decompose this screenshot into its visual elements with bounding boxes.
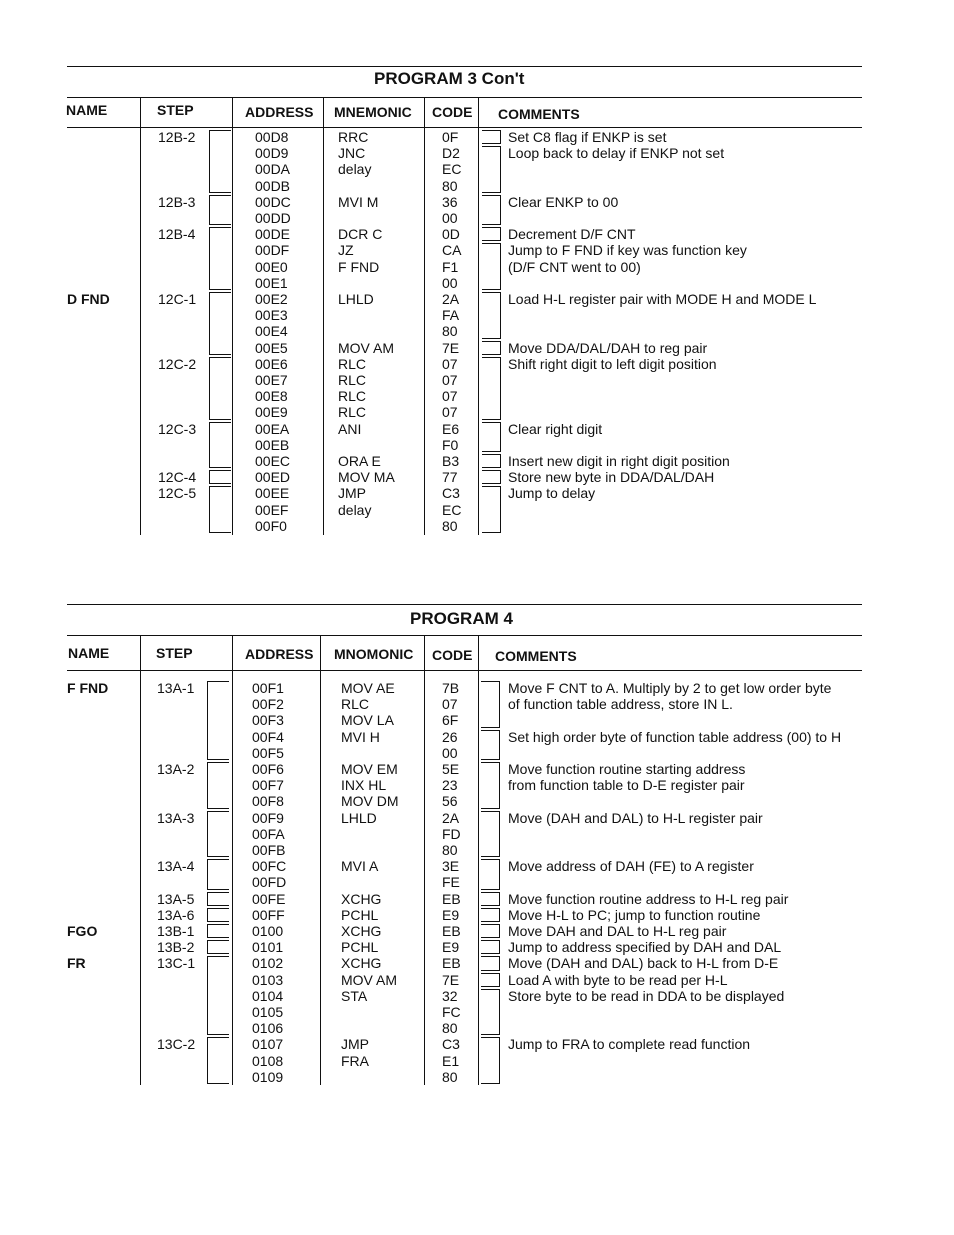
cell-mnemonic: JNC (338, 145, 366, 162)
cell-address: 00DE (255, 226, 291, 243)
cell-code: B3 (442, 453, 460, 469)
cell-code: 7E (442, 339, 460, 356)
cell-address: 00F4 (252, 728, 284, 745)
column-divider (424, 635, 425, 1085)
cell-mnemonic: MVI H (341, 728, 380, 745)
cell-mnemonic: RLC (338, 372, 367, 388)
cell-mnemonic: LHLD (341, 809, 377, 826)
cell-mnemonic: PCHL (341, 939, 379, 956)
cell-code: E6 (442, 420, 460, 437)
cell-comment: Load H-L register pair with MODE H and MODE L (508, 291, 817, 307)
comment-bracket (481, 989, 500, 1036)
cell-code: CA (442, 242, 462, 259)
step-bracket (207, 924, 229, 938)
cell-step: 13A-1 (157, 680, 195, 696)
cell-comment: Load A with byte to be read per H-L (508, 971, 728, 988)
cell-code: C3 (442, 1036, 460, 1053)
header-bottom-rule (67, 127, 862, 128)
cell-comment: from function table to D-E register pair (508, 777, 745, 794)
cell-step: 12C-5 (158, 485, 197, 502)
cell-comment: Move (DAH and DAL) back to H-L from D-E (508, 955, 779, 972)
step-bracket (207, 956, 229, 1035)
table-title: PROGRAM 3 Con't (374, 69, 525, 88)
cell-mnemonic: FRA (341, 1052, 369, 1069)
cell-address: 00F2 (252, 696, 284, 713)
step-bracket (207, 681, 229, 760)
cell-address: 00FC (252, 858, 287, 875)
cell-comment: (D/F CNT went to 00) (508, 258, 641, 275)
comment-bracket (482, 422, 501, 452)
cell-address: 00EE (255, 485, 290, 502)
header-comments: COMMENTS (495, 648, 577, 664)
cell-address: 0107 (252, 1036, 284, 1053)
cell-address: 00ED (255, 469, 291, 486)
cell-code: 3E (442, 858, 460, 875)
cell-address: 00FF (252, 906, 285, 923)
cell-comment: Move DAH and DAL to H-L reg pair (508, 923, 727, 939)
cell-address: 00EF (255, 501, 289, 518)
cell-code: 07 (442, 404, 458, 421)
table-title: PROGRAM 4 (410, 609, 513, 628)
cell-mnemonic: MVI M (338, 193, 379, 210)
cell-code: 7E (442, 971, 460, 988)
cell-code: 6F (442, 712, 459, 729)
cell-address: 00FB (252, 842, 286, 858)
cell-comment: Move (DAH and DAL) to H-L register pair (508, 809, 763, 826)
cell-code: 56 (442, 793, 458, 810)
cell-mnemonic: STA (341, 987, 368, 1004)
cell-address: 00F3 (252, 712, 284, 729)
cell-comment: Jump to F FND if key was function key (508, 242, 747, 259)
cell-address: 0102 (252, 955, 284, 972)
cell-step: 13A-2 (157, 761, 195, 777)
header-name: NAME (66, 102, 108, 118)
step-bracket (207, 1037, 229, 1084)
cell-comment: Move function routine starting address (508, 761, 746, 777)
cell-address: 00DF (255, 242, 290, 259)
column-divider (232, 635, 233, 1085)
cell-step: 12B-2 (158, 129, 196, 145)
header-bottom-rule (67, 670, 862, 671)
column-divider (320, 635, 321, 1085)
cell-step: 12C-2 (158, 355, 197, 372)
cell-code: 5E (442, 761, 460, 777)
cell-mnemonic: MOV AM (338, 339, 395, 356)
step-bracket (209, 130, 231, 193)
cell-name: F FND (67, 680, 109, 696)
step-bracket (207, 762, 229, 809)
cell-address: 00E6 (255, 355, 288, 372)
cell-comment: Decrement D/F CNT (508, 226, 636, 243)
cell-mnemonic: JZ (338, 242, 354, 259)
cell-comment: Shift right digit to left digit position (508, 355, 717, 372)
cell-name: D FND (67, 291, 110, 307)
step-bracket (209, 357, 231, 420)
comment-bracket (481, 973, 500, 987)
cell-step: 13A-4 (157, 858, 195, 875)
cell-code: EB (442, 923, 461, 939)
cell-address: 00F7 (252, 777, 284, 794)
cell-comment: Move address of DAH (FE) to A register (508, 858, 754, 875)
cell-mnemonic: RRC (338, 129, 369, 145)
cell-address: 00F9 (252, 809, 284, 826)
column-divider (140, 97, 141, 535)
cell-step: 13C-1 (157, 955, 196, 972)
header-step: STEP (157, 102, 194, 118)
cell-code: 80 (442, 1020, 458, 1037)
cell-code: 2A (442, 809, 460, 826)
cell-address: 0100 (252, 923, 284, 939)
cell-step: 13B-2 (157, 939, 195, 956)
cell-address: 00E7 (255, 372, 288, 388)
cell-step: 12C-1 (158, 291, 197, 307)
cell-code: 00 (442, 210, 458, 226)
cell-mnemonic: delay (338, 161, 372, 178)
cell-address: 00F6 (252, 761, 284, 777)
cell-mnemonic: MOV AE (341, 680, 395, 696)
cell-mnemonic: MOV EM (341, 761, 398, 777)
cell-mnemonic: MVI A (341, 858, 379, 875)
cell-code: 07 (442, 388, 458, 405)
cell-code: F1 (442, 258, 459, 275)
header-comments: COMMENTS (498, 106, 580, 122)
cell-code: 80 (442, 177, 458, 194)
cell-code: 80 (442, 323, 458, 340)
cell-code: 0D (442, 226, 460, 243)
cell-address: 00DC (255, 193, 291, 210)
cell-address: 00D8 (255, 129, 289, 145)
cell-mnemonic: XCHG (341, 890, 382, 907)
cell-address: 00FA (252, 825, 285, 842)
cell-comment: Move function routine address to H-L reg pair (508, 890, 789, 907)
header-address: ADDRESS (245, 646, 314, 662)
cell-step: 13A-3 (157, 809, 195, 826)
step-bracket (209, 470, 231, 484)
cell-address: 00DA (255, 161, 291, 178)
cell-code: C3 (442, 485, 460, 502)
cell-mnemonic: PCHL (341, 906, 379, 923)
comment-bracket (481, 762, 500, 809)
cell-comment: Store new byte in DDA/DAL/DAH (508, 469, 715, 486)
header-address: ADDRESS (245, 104, 314, 120)
cell-comment: Jump to address specified by DAH and DAL (508, 939, 782, 956)
comment-bracket (482, 357, 501, 420)
cell-code: FC (442, 1004, 461, 1020)
cell-address: 00EB (255, 436, 290, 453)
cell-address: 0108 (252, 1052, 284, 1069)
cell-address: 0106 (252, 1020, 284, 1037)
header-code: CODE (432, 104, 473, 120)
cell-comment: Move F CNT to A. Multiply by 2 to get low order byte (508, 680, 832, 696)
cell-code: 80 (442, 842, 458, 858)
table-top-rule (67, 66, 862, 67)
comment-bracket (481, 924, 500, 938)
comment-bracket (482, 130, 501, 144)
cell-address: 00DB (255, 177, 291, 194)
comment-bracket (482, 454, 501, 468)
cell-code: FA (442, 307, 460, 324)
cell-mnemonic: MOV DM (341, 793, 399, 810)
cell-mnemonic: XCHG (341, 923, 382, 939)
cell-comment: Clear ENKP to 00 (508, 193, 619, 210)
cell-code: 2A (442, 291, 460, 307)
cell-mnemonic: MOV AM (341, 971, 398, 988)
cell-code: FE (442, 874, 460, 891)
comment-bracket (482, 341, 501, 355)
cell-comment: Set C8 flag if ENKP is set (508, 129, 667, 145)
cell-step: 13B-1 (157, 923, 195, 939)
cell-mnemonic: ANI (338, 420, 362, 437)
cell-mnemonic: JMP (341, 1036, 369, 1053)
cell-address: 00E1 (255, 274, 288, 291)
column-divider (140, 635, 141, 1085)
cell-comment: Move DDA/DAL/DAH to reg pair (508, 339, 708, 356)
cell-code: 32 (442, 987, 458, 1004)
cell-address: 00E4 (255, 323, 288, 340)
comment-bracket (482, 292, 501, 339)
comment-bracket (482, 243, 501, 290)
cell-mnemonic: MOV MA (338, 469, 395, 486)
cell-step: 12B-3 (158, 193, 196, 210)
comment-bracket (481, 956, 500, 970)
step-bracket (209, 292, 231, 355)
cell-code: 07 (442, 696, 458, 713)
cell-address: 00F5 (252, 744, 284, 761)
cell-name: FR (67, 955, 86, 972)
comment-bracket (481, 1037, 500, 1084)
cell-comment: Jump to delay (508, 485, 596, 502)
cell-comment: Move H-L to PC; jump to function routine (508, 906, 761, 923)
cell-code: EB (442, 890, 461, 907)
cell-code: E9 (442, 906, 460, 923)
comment-bracket (482, 195, 501, 225)
cell-address: 0103 (252, 971, 284, 988)
cell-mnemonic: F FND (338, 258, 380, 275)
cell-mnemonic: INX HL (341, 777, 387, 794)
cell-code: 07 (442, 355, 458, 372)
cell-code: 0F (442, 129, 459, 145)
comment-bracket (481, 940, 500, 954)
header-name: NAME (68, 645, 110, 661)
comment-bracket (482, 227, 501, 241)
cell-address: 00EA (255, 420, 290, 437)
cell-step: 13A-5 (157, 890, 195, 907)
cell-mnemonic: delay (338, 501, 372, 518)
cell-address: 00F0 (255, 517, 287, 534)
cell-code: E1 (442, 1052, 460, 1069)
cell-mnemonic: XCHG (341, 955, 382, 972)
comment-bracket (481, 681, 500, 728)
cell-address: 0105 (252, 1004, 284, 1020)
header-top-rule (67, 635, 862, 636)
comment-bracket (481, 908, 500, 922)
cell-comment: Jump to FRA to complete read function (508, 1036, 751, 1053)
column-divider (323, 97, 324, 535)
cell-code: D2 (442, 145, 460, 162)
cell-address: 00E2 (255, 291, 288, 307)
cell-address: 00E8 (255, 388, 288, 405)
comment-bracket (482, 486, 501, 533)
column-divider (478, 97, 479, 535)
cell-comment: Clear right digit (508, 420, 603, 437)
header-mnemonic: MNOMONIC (334, 646, 414, 662)
comment-bracket (481, 811, 500, 858)
header-step: STEP (156, 645, 193, 661)
cell-mnemonic: JMP (338, 485, 366, 502)
cell-address: 00E5 (255, 339, 288, 356)
comment-bracket (481, 859, 500, 889)
step-bracket (207, 908, 229, 922)
column-divider (478, 635, 479, 1085)
cell-address: 00DD (255, 210, 291, 226)
step-bracket (209, 227, 231, 290)
cell-code: 26 (442, 728, 458, 745)
cell-code: 23 (442, 777, 458, 794)
comment-bracket (481, 730, 500, 760)
cell-mnemonic: RLC (338, 388, 367, 405)
cell-address: 00FD (252, 874, 287, 891)
cell-address: 0101 (252, 939, 284, 956)
cell-address: 0104 (252, 987, 284, 1004)
cell-step: 13A-6 (157, 906, 195, 923)
step-bracket (209, 422, 231, 469)
cell-code: F0 (442, 436, 459, 453)
cell-code: 80 (442, 1068, 458, 1085)
cell-code: 00 (442, 274, 458, 291)
cell-mnemonic: DCR C (338, 226, 383, 243)
step-bracket (207, 940, 229, 954)
cell-comment: of function table address, store IN L. (508, 696, 733, 713)
cell-mnemonic: RLC (338, 404, 367, 421)
step-bracket (207, 811, 229, 858)
step-bracket (207, 859, 229, 889)
cell-comment: Loop back to delay if ENKP not set (508, 145, 725, 162)
cell-code: EC (442, 501, 462, 518)
cell-code: 07 (442, 372, 458, 388)
cell-address: 00EC (255, 453, 291, 469)
header-top-rule (67, 97, 862, 98)
cell-comment: Insert new digit in right digit position (508, 453, 730, 469)
step-bracket (209, 486, 231, 533)
cell-mnemonic: RLC (341, 696, 370, 713)
cell-code: EC (442, 161, 462, 178)
header-mnemonic: MNEMONIC (334, 104, 412, 120)
cell-address: 00E9 (255, 404, 288, 421)
cell-step: 13C-2 (157, 1036, 196, 1053)
column-divider (424, 97, 425, 535)
cell-code: 80 (442, 517, 458, 534)
cell-name: FGO (67, 923, 98, 939)
cell-comment: Set high order byte of function table address (00) to H (508, 728, 842, 745)
cell-address: 00D9 (255, 145, 289, 162)
step-bracket (207, 892, 229, 906)
header-code: CODE (432, 647, 473, 663)
cell-step: 12B-4 (158, 226, 196, 243)
step-bracket (209, 195, 231, 225)
column-divider (232, 97, 233, 535)
cell-mnemonic: MOV LA (341, 712, 394, 729)
cell-mnemonic: LHLD (338, 291, 374, 307)
cell-address: 00F1 (252, 680, 284, 696)
cell-code: 77 (442, 469, 458, 486)
cell-step: 12C-3 (158, 420, 197, 437)
table-top-rule (67, 604, 862, 605)
cell-code: FD (442, 825, 461, 842)
cell-address: 00FE (252, 890, 286, 907)
cell-address: 00E3 (255, 307, 288, 324)
cell-step: 12C-4 (158, 469, 197, 486)
cell-address: 00F8 (252, 793, 284, 810)
comment-bracket (482, 146, 501, 193)
cell-address: 00E0 (255, 258, 288, 275)
comment-bracket (482, 470, 501, 484)
cell-mnemonic: ORA E (338, 453, 381, 469)
cell-mnemonic: RLC (338, 355, 367, 372)
cell-code: 7B (442, 680, 460, 696)
cell-code: E9 (442, 939, 460, 956)
cell-comment: Store byte to be read in DDA to be displayed (508, 987, 785, 1004)
cell-address: 0109 (252, 1068, 284, 1085)
cell-code: EB (442, 955, 461, 972)
comment-bracket (481, 892, 500, 906)
cell-code: 36 (442, 193, 458, 210)
cell-code: 00 (442, 744, 458, 761)
